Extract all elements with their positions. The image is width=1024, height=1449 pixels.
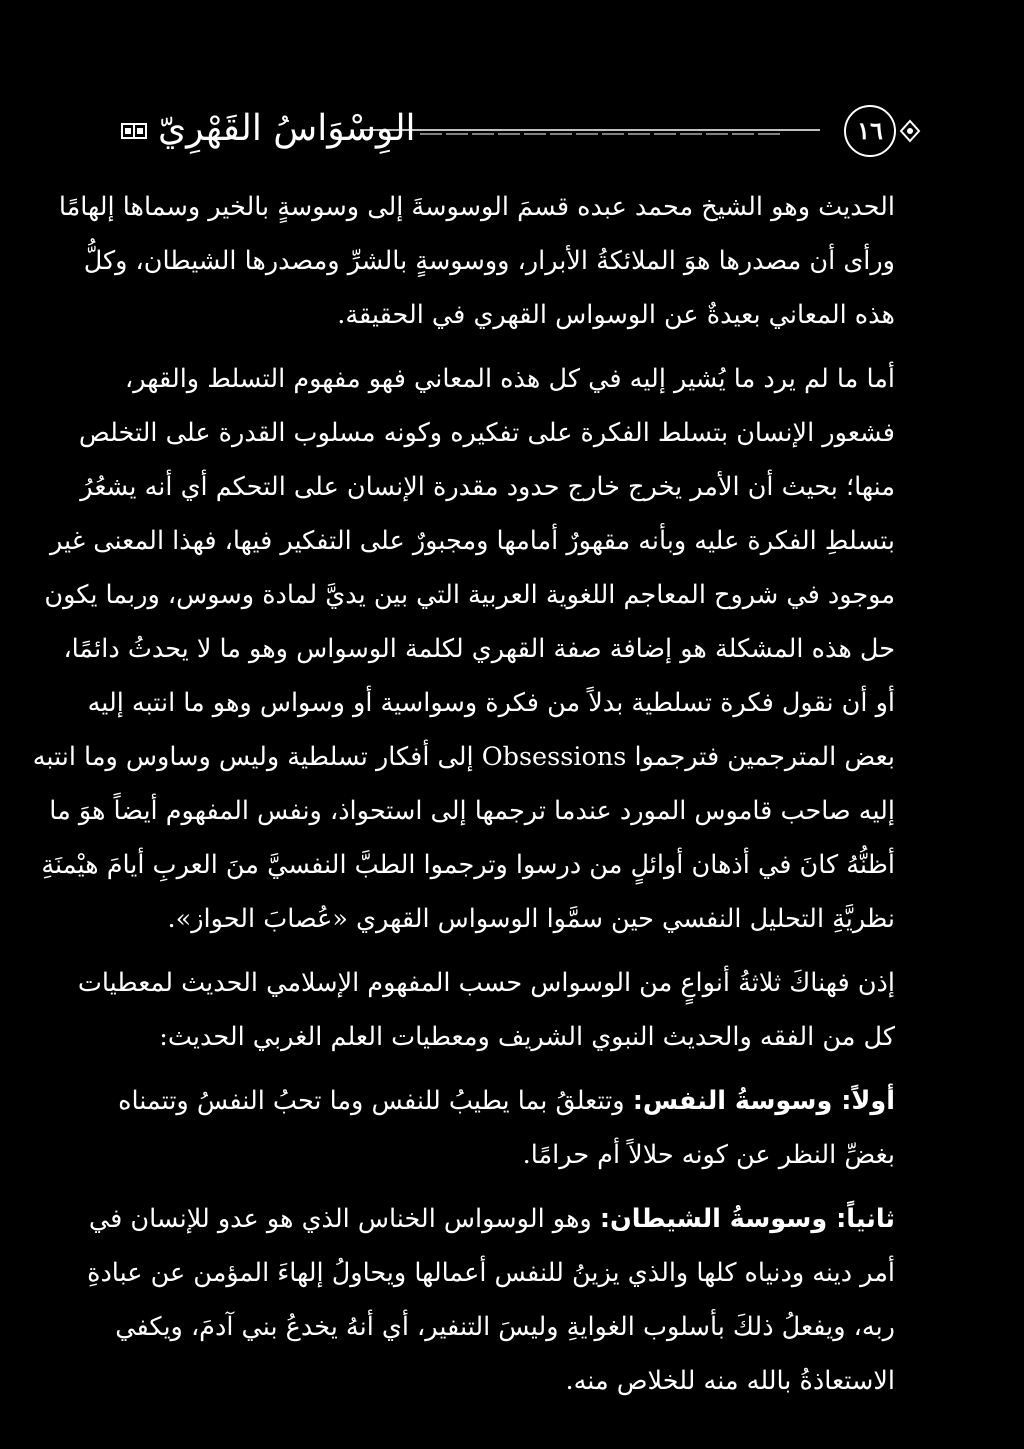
text-line: بتسلطِ الفكرة عليه وبأنه مقهورٌ أمامها ومجبورٌ على التفكير فيها، فهذا المعنى غير xyxy=(49,526,895,556)
section-heading: ثانياً: وسوسةُ الشيطان: xyxy=(599,1204,895,1234)
text-line: نظريَّةِ التحليل النفسي حين سمَّوا الوسواس القهري «عُصابَ الحواز». xyxy=(167,904,895,934)
header-rule xyxy=(360,128,820,136)
text-line: موجود في شروح المعاجم اللغوية العربية التي بين يديَّ لمادة وسوس، وربما يكون xyxy=(44,580,895,610)
text-line: إليه صاحب قاموس المورد عندما ترجمها إلى استحواذ، ونفس المفهوم أيضاً هوَ ما xyxy=(49,796,895,826)
running-title: الوِسْوَاسُ القَهْرِيّ xyxy=(158,108,416,149)
text-line: كل من الفقه والحديث النبوي الشريف ومعطيات العلم الغربي الحديث: xyxy=(159,1022,895,1052)
text-fragment: وهو الوسواس الخناس الذي هو عدو للإنسان في xyxy=(88,1204,600,1234)
page-number: ١٦ xyxy=(844,105,896,157)
paragraph-3 xyxy=(77,956,895,1064)
text-line: ربه، ويفعلُ ذلكَ بأسلوب الغوايةِ وليسَ التنفير، أي أنهُ يخدعُ بني آدمَ، ويكفي xyxy=(115,1312,895,1342)
text-line: الحديث وهو الشيخ محمد عبده قسمَ الوسوسةَ إلى وسوسةٍ بالخير وسماها إلهامًا xyxy=(58,192,895,222)
text-line: الاستعاذةُ بالله منه للخلاص منه. xyxy=(565,1366,895,1396)
text-line: أو أن نقول فكرة تسلطية بدلاً من فكرة وسواسية أو وسواس وهو ما انتبه إليه xyxy=(87,688,895,718)
text-line: بعض المترجمين فترجموا Obsessions إلى أفكار تسلطية وليس وساوس وما انتبه xyxy=(32,742,895,772)
text-line: بغضِّ النظر عن كونه حلالاً أم حرامًا. xyxy=(522,1140,895,1170)
page-number-badge xyxy=(844,105,896,157)
section-heading: أولاً: وسوسةُ النفس: xyxy=(632,1086,895,1116)
text-line: ورأى أن مصدرها هوَ الملائكةُ الأبرار، ووسوسةٍ بالشرِّ ومصدرها الشيطان، وكلُّ xyxy=(83,246,895,276)
text-line: هذه المعاني بعيدةٌ عن الوسواس القهري في الحقيقة. xyxy=(337,300,895,330)
paragraph-2 xyxy=(32,352,895,946)
text-line xyxy=(118,1074,895,1128)
text-line: منها؛ بحيث أن الأمر يخرج خارج حدود مقدرة الإنسان على التحكم أي أنه يشعُرُ xyxy=(80,472,895,502)
text-line: إذن فهناكَ ثلاثةُ أنواعٍ من الوسواس حسب المفهوم الإسلامي الحديث لمعطيات xyxy=(77,968,895,998)
body-text xyxy=(32,180,895,1408)
decorative-knot-icon xyxy=(898,118,922,144)
text-line: حل هذه المشكلة هو إضافة صفة القهري لكلمة الوسواس وهو ما لا يحدثُ دائمًا، xyxy=(63,634,895,664)
book-ornament-icon xyxy=(120,120,150,142)
text-line: أمر دينه ودنياه كلها والذي يزينُ للنفس أعمالها ويحاولُ إلهاءَ المؤمن عن عبادةِ xyxy=(87,1258,895,1288)
paragraph-1 xyxy=(58,180,895,342)
text-fragment: وتتعلقُ بما يطيبُ للنفس وما تحبُ النفسُ وتتمناه xyxy=(118,1086,633,1116)
text-line: أما ما لم يرد ما يُشير إليه في كل هذه المعاني فهو مفهوم التسلط والقهر، xyxy=(125,364,895,394)
text-line: فشعور الإنسان بتسلط الفكرة على تفكيره وكونه مسلوب القدرة على التخلص xyxy=(78,418,895,448)
text-line xyxy=(88,1192,895,1246)
page-header xyxy=(120,100,900,160)
text-line: أظنُّهُ كانَ في أذهان أوائلٍ من درسوا وترجموا الطبَّ النفسيَّ منَ العربِ أيامَ هيْمنَةِ xyxy=(41,850,895,880)
paragraph-first-type xyxy=(118,1074,895,1182)
paragraph-second-type xyxy=(87,1192,895,1408)
